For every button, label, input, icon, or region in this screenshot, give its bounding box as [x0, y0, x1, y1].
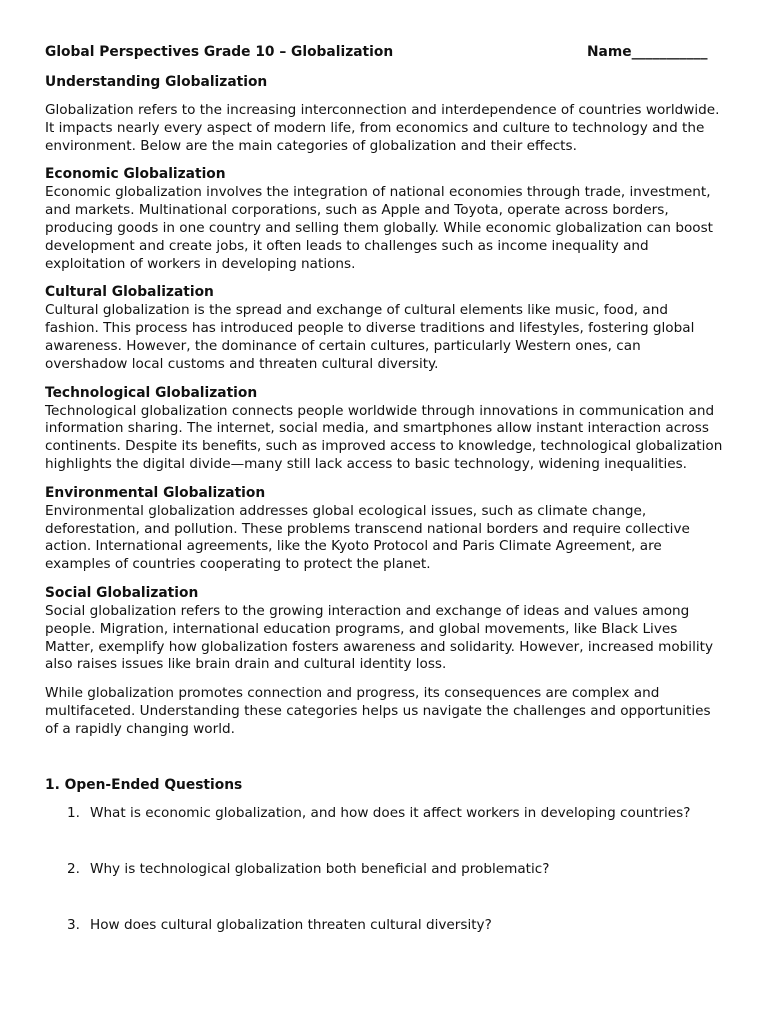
section-title: Cultural Globalization: [45, 284, 214, 301]
question-number: 2.: [67, 860, 80, 877]
section-body: Environmental globalization addresses global ecological issues, such as climate change, deforestation, and pollution. These problems transcend national borders and require collective action. International agreements, like the Kyoto Protocol and Paris Climate Agreement, are examples of countries cooperating to protect the planet.: [45, 502, 690, 573]
question-text: Why is technological globalization both beneficial and problematic?: [90, 860, 550, 877]
section-title: Social Globalization: [45, 584, 199, 601]
section-title: Technological Globalization: [45, 384, 258, 401]
section-economic: [45, 166, 725, 273]
section-title: Economic Globalization: [45, 166, 226, 183]
question-item: [45, 861, 725, 879]
conclusion-paragraph: While globalization promotes connection and progress, its consequences are complex and multifaceted. Understanding these categories helps us navigate the challenges and opportunities of a rapidly changing world.: [45, 685, 711, 737]
questions-title: 1. Open-Ended Questions: [45, 776, 243, 793]
worksheet-title: Global Perspectives Grade 10 – Globalization: [45, 44, 394, 60]
intro-paragraph: Globalization refers to the increasing interconnection and interdependence of countries worldwide. It impacts nearly every aspect of modern life, from economics and culture to technology and the environment. Below are the main categories of globalization and their effects.: [45, 102, 720, 154]
question-item: [45, 805, 725, 823]
worksheet-page: [45, 44, 725, 935]
question-list: [45, 805, 725, 935]
section-body: Social globalization refers to the growing interaction and exchange of ideas and values among people. Migration, international education programs, and global movements, like Black Lives Matter, exemplify how globalization fosters awareness and solidarity. However, increased mobility also raises issues like brain drain and cultural identity loss.: [45, 602, 714, 673]
section-technological: [45, 385, 725, 474]
questions-section: [45, 777, 725, 935]
question-text: How does cultural globalization threaten cultural diversity?: [90, 916, 492, 933]
section-environmental: [45, 485, 725, 574]
section-title: Environmental Globalization: [45, 484, 266, 501]
worksheet-header: [45, 44, 725, 64]
section-cultural: [45, 284, 725, 373]
section-body: Economic globalization involves the integration of national economies through trade, investment, and markets. Multinational corporations, such as Apple and Toyota, operate across borders, producing goods in one country and selling them globally. While economic globalization can boost development and create jobs, it often leads to challenges such as income inequality and exploitation of workers in developing nations.: [45, 184, 713, 272]
section-body: Technological globalization connects people worldwide through innovations in communication and information sharing. The internet, social media, and smartphones allow instant interaction across continents. Despite its benefits, such as improved access to knowledge, technological globalization highlights the digital divide—many still lack access to basic technology, widening inequalities.: [45, 402, 723, 472]
student-name-field: Name___________: [587, 44, 708, 60]
document-heading: Understanding Globalization: [45, 74, 268, 90]
question-number: 3.: [67, 916, 80, 933]
question-number: 1.: [67, 804, 80, 821]
section-body: Cultural globalization is the spread and exchange of cultural elements like music, food, and fashion. This process has introduced people to diverse traditions and lifestyles, fostering global awareness. However, the dominance of certain cultures, particularly Western ones, can overshadow local customs and threaten cultural diversity.: [45, 302, 695, 372]
question-text: What is economic globalization, and how does it affect workers in developing countries?: [90, 804, 691, 821]
section-social: [45, 585, 725, 674]
question-item: [45, 917, 725, 935]
